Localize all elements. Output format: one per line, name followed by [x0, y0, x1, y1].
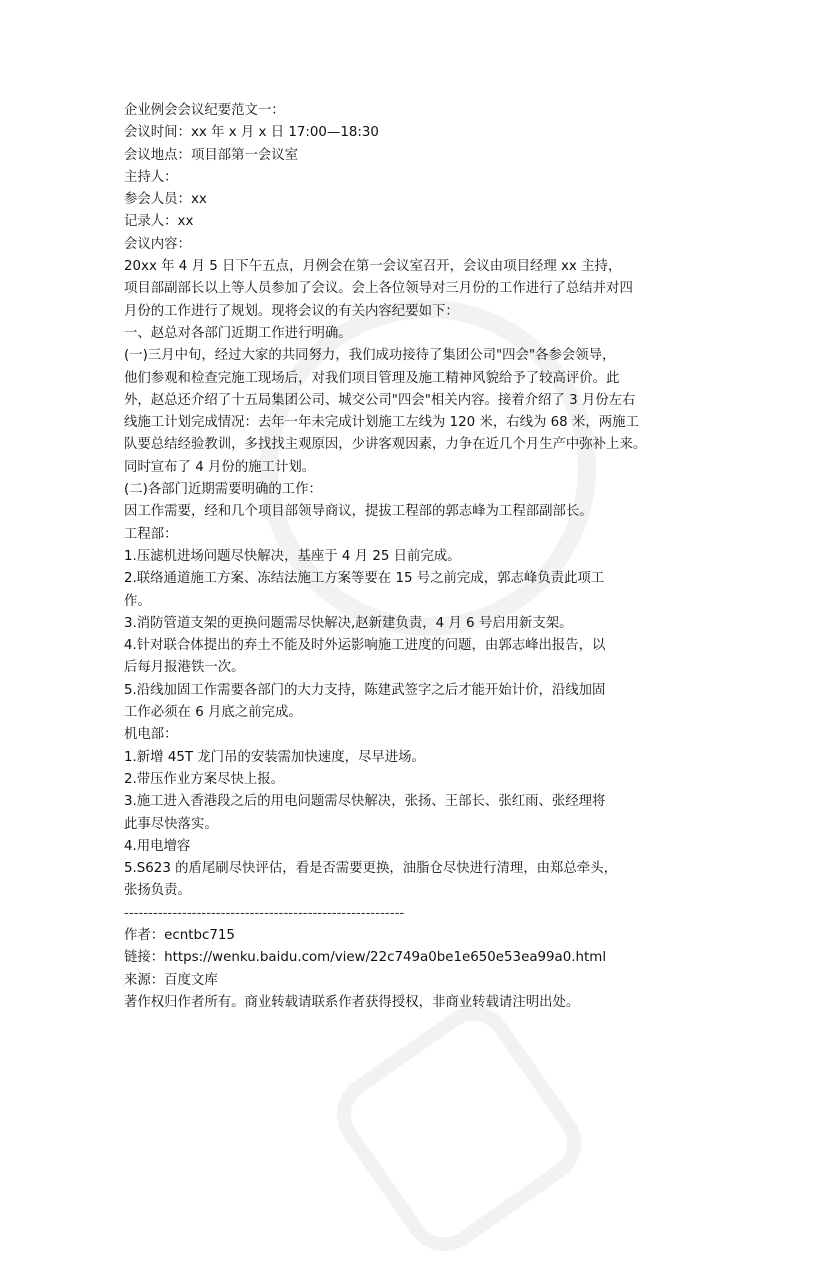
list-item: 后每月报港铁一次。: [124, 660, 245, 676]
source-line: 来源：百度文库: [124, 972, 218, 988]
paragraph-line: 项目部副部长以上等人员参加了会议。会上各位领导对三月份的工作进行了总结并对四: [124, 281, 633, 297]
subsection-heading: (二)各部门近期需要明确的工作：: [124, 482, 322, 498]
watermark-emblem-small: [321, 991, 597, 1267]
list-item: 3.施工进入香港段之后的用电问题需尽快解决，张扬、王部长、张红雨、张经理将: [124, 794, 606, 810]
paragraph-line: 线施工计划完成情况：去年一年未完成计划施工左线为 120 米，右线为 68 米，两施工: [124, 415, 639, 431]
paragraph-line: 同时宣布了 4 月份的施工计划。: [124, 459, 316, 475]
paragraph-line: 因工作需要，经和几个项目部领导商议，提拔工程部的郭志峰为工程部副部长。: [124, 504, 593, 520]
list-item: 3.消防管道支架的更换问题需尽快解决,赵新建负责，4 月 6 号启用新支架。: [124, 615, 573, 631]
list-item: 张扬负责。: [124, 883, 191, 899]
department-heading: 工程部：: [124, 526, 178, 542]
meeting-location: 会议地点：项目部第一会议室: [124, 147, 299, 163]
copyright-line: 著作权归作者所有。商业转载请联系作者获得授权，非商业转载请注明出处。: [124, 994, 580, 1010]
list-item: 4.用电增容: [124, 838, 191, 854]
section-heading: 一、赵总对各部门近期工作进行明确。: [124, 325, 352, 341]
list-item: 5.S623 的盾尾刷尽快评估，看是否需要更换，油脂仓尽快进行清理，由郑总牵头，: [124, 861, 617, 877]
paragraph-line: 20xx 年 4 月 5 日下午五点，月例会在第一会议室召开，会议由项目经理 xx 主持，: [124, 259, 622, 275]
list-item: 2.带压作业方案尽快上报。: [124, 771, 285, 787]
list-item: 工作必须在 6 月底之前完成。: [124, 705, 302, 721]
recorder: 记录人：xx: [124, 214, 194, 230]
author-line: 作者：ecntbc715: [124, 927, 235, 943]
list-item: 4.针对联合体提出的弃土不能及时外运影响施工进度的问题，由郭志峰出报告，以: [124, 638, 606, 654]
doc-title: 企业例会会议纪要范文一：: [124, 103, 285, 118]
list-item: 作。: [124, 593, 151, 609]
paragraph-line: 月份的工作进行了规划。现将会议的有关内容纪要如下：: [124, 303, 459, 319]
paragraph-line: 队要总结经验教训，多找找主观原因，少讲客观因素，力争在近几个月生产中弥补上来。: [124, 437, 647, 453]
list-item: 1.压滤机进场问题尽快解决，基座于 4 月 25 日前完成。: [124, 548, 461, 564]
meeting-time: 会议时间：xx 年 x 月 x 日 17:00—18:30: [124, 125, 379, 141]
paragraph-line: (一)三月中旬，经过大家的共同努力，我们成功接待了集团公司"四会"各参会领导，: [124, 348, 616, 364]
list-item: 此事尽快落实。: [124, 816, 218, 832]
list-item: 1.新增 45T 龙门吊的安装需加快速度，尽早进场。: [124, 749, 425, 765]
list-item: 5.沿线加固工作需要各部门的大力支持，陈建武签字之后才能开始计价，沿线加固: [124, 682, 606, 698]
paragraph-line: 他们参观和检查完施工现场后，对我们项目管理及施工精神风貌给予了较高评价。此: [124, 370, 620, 386]
paragraph-line: 外，赵总还介绍了十五局集团公司、城交公司"四会"相关内容。接着介绍了 3 月份左右: [124, 392, 636, 408]
content-heading: 会议内容：: [124, 236, 191, 252]
department-heading: 机电部：: [124, 727, 178, 743]
host: 主持人：: [124, 169, 178, 185]
link-line: 链接：https://wenku.baidu.com/view/22c749a0be1e650e53ea99a0.html: [124, 950, 607, 966]
document-body: [124, 100, 704, 1014]
attendees: 参会人员：xx: [124, 192, 207, 208]
separator-line: ----------------------------------------------------------: [124, 905, 405, 921]
list-item: 2.联络通道施工方案、冻结法施工方案等要在 15 号之前完成，郭志峰负责此项工: [124, 571, 605, 587]
